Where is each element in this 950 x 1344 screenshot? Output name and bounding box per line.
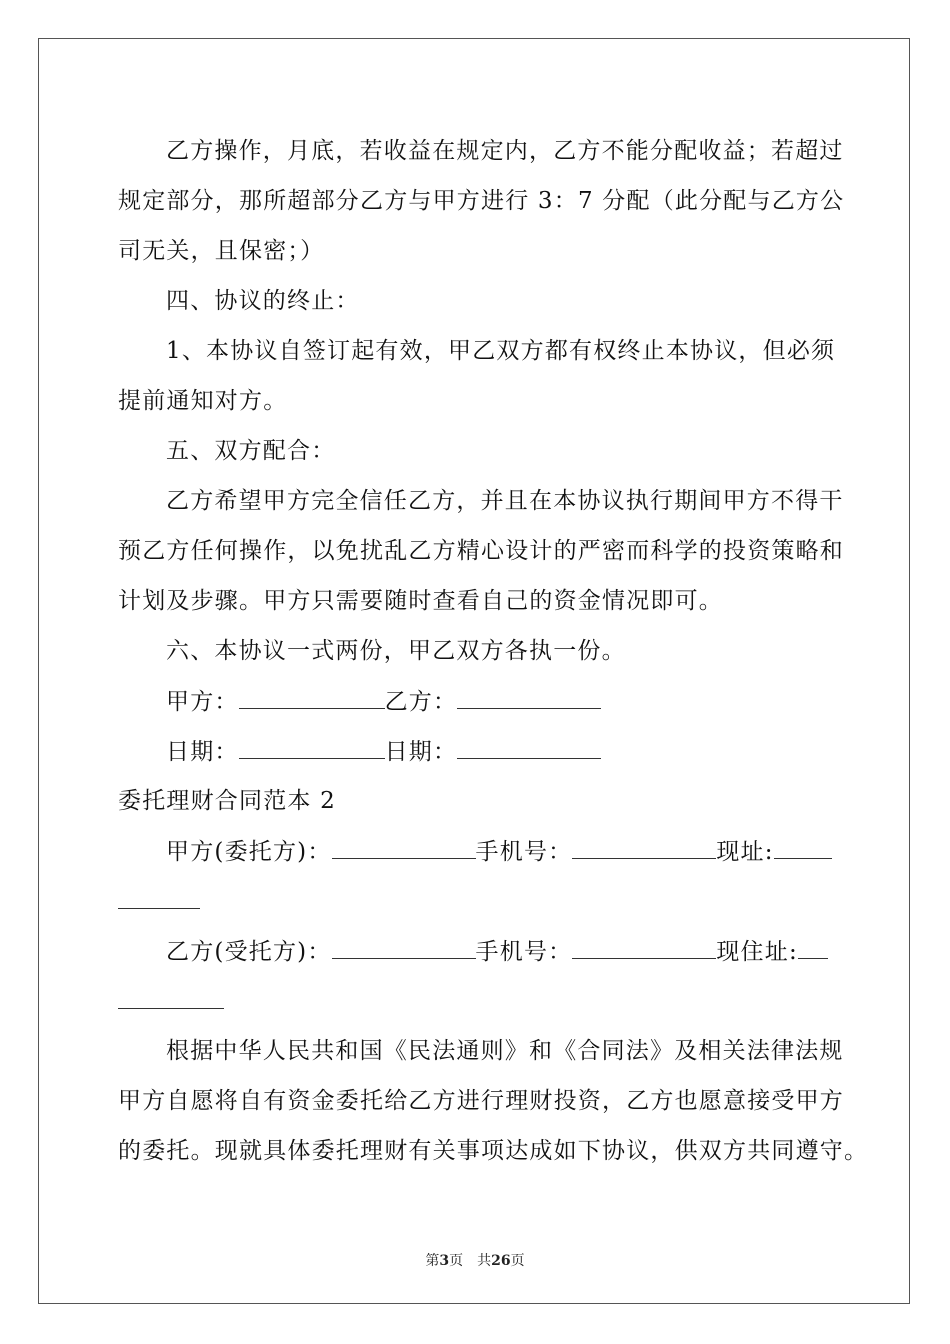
address-b-blank-continued [118,986,224,1009]
signature-row [166,686,601,717]
section-title: 委托理财合同范本 2 [118,788,336,814]
date-b-label: 日期： [384,739,458,765]
date-b-blank [457,736,601,759]
phone-label-a: 手机号： [475,839,573,865]
party-a-signature-blank [239,686,385,709]
paragraph-line: 的委托。现就具体委托理财有关事项达成如下协议，供双方共同遵守。 [118,1138,869,1164]
date-a-blank [239,736,385,759]
paragraph-line: 提前通知对方。 [118,388,288,414]
paragraph-line: 根据中华人民共和国《民法通则》和《合同法》及相关法律法规 [166,1038,844,1064]
current-page-number: 3 [439,1253,450,1269]
party-a-label: 甲方： [166,689,239,715]
paragraph-line: 司无关，且保密；） [118,238,325,264]
address-b-blank [798,936,828,959]
date-a-label: 日期： [166,739,239,765]
section-heading-cooperation: 五、双方配合： [166,438,336,464]
phone-b-blank [572,936,716,959]
party-b-signature-blank [457,686,601,709]
paragraph-line: 预乙方任何操作，以免扰乱乙方精心设计的严密而科学的投资策略和 [118,538,844,564]
address-a-blank-continued [118,886,200,909]
total-page-number: 26 [491,1253,511,1269]
date-row [166,736,601,767]
party-b-info-label: 乙方(受托方)： [166,939,332,965]
party-a-name-blank [332,836,476,859]
page-footer [0,1250,950,1270]
phone-label-b: 手机号： [475,939,573,965]
page-mid: 页 共 [449,1253,492,1269]
paragraph-line: 甲方自愿将自有资金委托给乙方进行理财投资，乙方也愿意接受甲方 [118,1088,844,1114]
section-heading-copies: 六、本协议一式两份，甲乙双方各执一份。 [166,638,626,664]
phone-a-blank [572,836,716,859]
party-b-label: 乙方： [384,689,458,715]
address-a-continuation [118,886,200,917]
address-label-a: 现址: [716,839,774,865]
party-b-info-row [166,936,828,967]
party-a-info-label: 甲方(委托方)： [166,839,332,865]
page-suffix: 页 [510,1253,525,1269]
paragraph-line: 乙方操作，月底，若收益在规定内，乙方不能分配收益；若超过 [166,138,844,164]
paragraph-line: 规定部分，那所超部分乙方与甲方进行 3：7 分配（此分配与乙方公 [118,188,845,214]
paragraph-line: 计划及步骤。甲方只需要随时查看自己的资金情况即可。 [118,588,723,614]
page-prefix: 第 [425,1253,440,1269]
paragraph-line: 乙方希望甲方完全信任乙方，并且在本协议执行期间甲方不得干 [166,488,844,514]
party-a-info-row [166,836,832,867]
paragraph-line: 1、本协议自签订起有效，甲乙双方都有权终止本协议，但必须 [166,338,836,364]
party-b-name-blank [332,936,476,959]
address-a-blank [774,836,832,859]
address-b-continuation [118,986,224,1017]
address-label-b: 现住址: [716,939,798,965]
section-heading-termination: 四、协议的终止： [166,288,360,314]
